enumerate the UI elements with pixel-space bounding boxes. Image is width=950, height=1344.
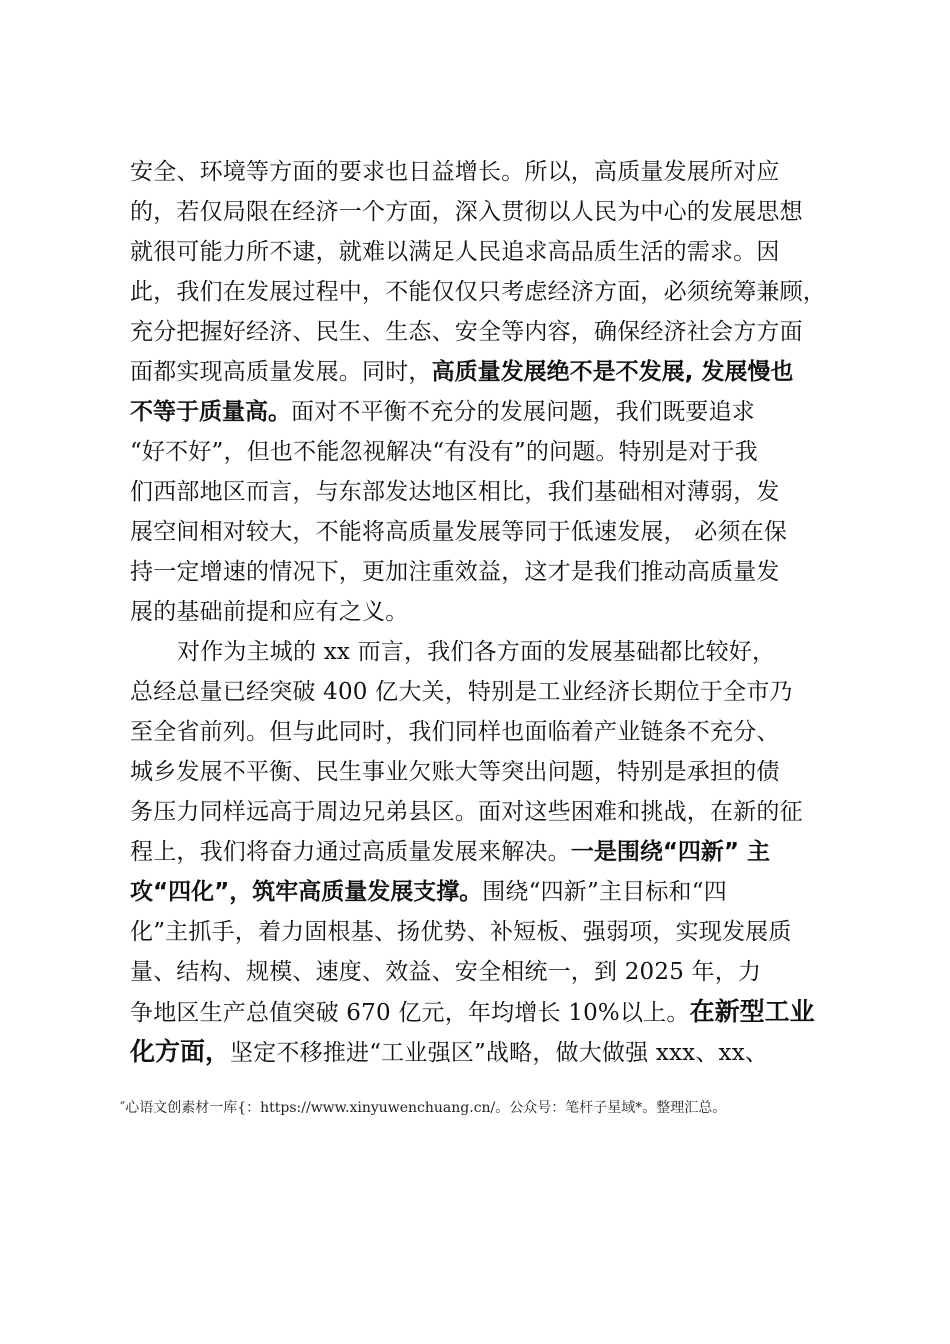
text-line: 争地区生产总值突破 670 亿元，年均增长 10%以上。在新型工业 bbox=[130, 997, 815, 1026]
text-line: 展的基础前提和应有之义。 bbox=[130, 599, 409, 625]
text-line: 充分把握好经济、民生、生态、安全等内容，确保经济社会方方面 bbox=[130, 319, 803, 345]
text-line: 此，我们在发展过程中，不能仅仅只考虑经济方面，必须统筹兼顾， bbox=[130, 279, 826, 305]
text-line: 总经总量已经突破 400 亿大关，特别是工业经济长期位于全市乃 bbox=[130, 679, 793, 705]
text-line: 不等于质量高。面对不平衡不充分的发展问题，我们既要追求 bbox=[130, 399, 755, 425]
text-line: 的，若仅局限在经济一个方面，深入贯彻以人民为中心的发展思想 bbox=[130, 199, 803, 225]
text-line: 对作为主城的 xx 而言，我们各方面的发展基础都比较好， bbox=[177, 639, 776, 665]
text-line: 安全、环境等方面的要求也日益增长。所以，高质量发展所对应 bbox=[130, 159, 780, 185]
bold-emphasis: 化方面， bbox=[130, 1037, 231, 1066]
text-line: 量、结构、规模、速度、效益、安全相统一，到 2025 年，力 bbox=[130, 959, 762, 985]
bold-emphasis: 高质量发展绝不是不发展, 发展慢也 bbox=[431, 359, 794, 385]
text-line: 务压力同样远高于周边兄弟县区。面对这些困难和挑战，在新的征 bbox=[130, 799, 803, 825]
text-line: 城乡发展不平衡、民生事业欠账大等突出问题，特别是承担的债 bbox=[130, 759, 780, 785]
text-line: 化”主抓手，着力固根基、扬优势、补短板、强弱项，实现发展质 bbox=[130, 919, 792, 945]
text-line: 面都实现高质量发展。同时，高质量发展绝不是不发展, 发展慢也 bbox=[130, 359, 794, 385]
text-line: 至全省前列。但与此同时，我们同样也面临着产业链条不充分、 bbox=[130, 719, 780, 745]
text-line: 们西部地区而言，与东部发达地区相比，我们基础相对薄弱，发 bbox=[130, 479, 780, 505]
bold-emphasis: 一是围绕“四新” 主 bbox=[570, 839, 771, 865]
bold-emphasis: 攻“四化”，筑牢高质量发展支撑。 bbox=[130, 879, 483, 905]
text-line: 化方面，坚定不移推进“工业强区”战略，做大做强 xxx、xx、 bbox=[130, 1037, 769, 1066]
footer-note: ″心语文创素材一库{：https://www.xinyuwenchuang.cn/。公众号：笔杆子星域*。整理汇总。 bbox=[120, 1100, 727, 1116]
text-line: 攻“四化”，筑牢高质量发展支撑。围绕“四新”主目标和“四 bbox=[130, 879, 727, 905]
text-line: 持一定增速的情况下，更加注重效益，这才是我们推动高质量发 bbox=[130, 559, 780, 585]
text-line: 程上，我们将奋力通过高质量发展来解决。一是围绕“四新” 主 bbox=[130, 839, 771, 865]
bold-emphasis: 在新型工业 bbox=[689, 997, 815, 1026]
text-line: 展空间相对较大，不能将高质量发展等同于低速发展， 必须在保 bbox=[130, 519, 788, 545]
bold-emphasis: 不等于质量高。 bbox=[130, 399, 291, 425]
text-line: “好不好”，但也不能忽视解决“有没有”的问题。特别是对于我 bbox=[130, 439, 758, 465]
text-line: 就很可能力所不逮，就难以满足人民追求高品质生活的需求。因 bbox=[130, 239, 780, 265]
